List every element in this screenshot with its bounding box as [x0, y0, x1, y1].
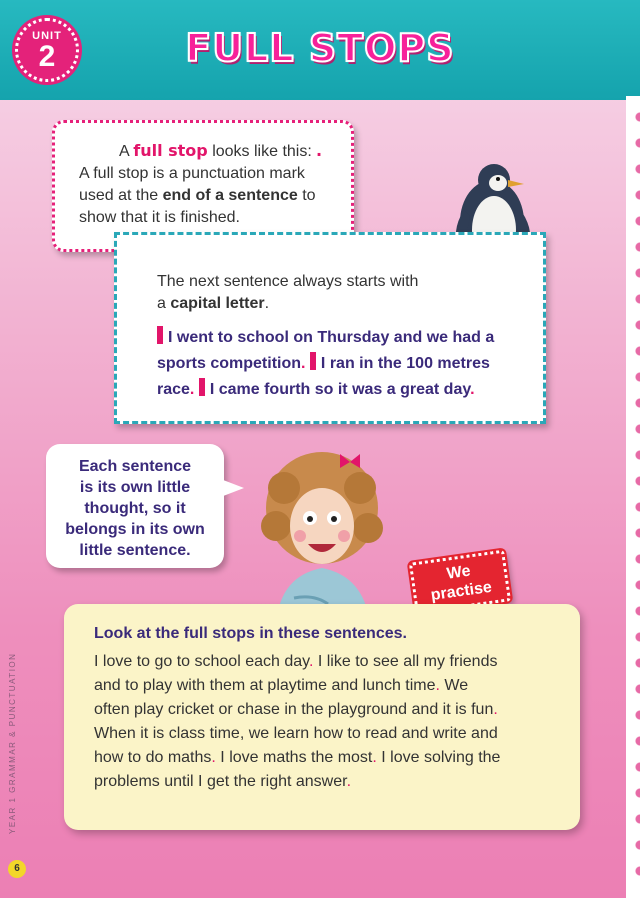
full-stop-mark: .	[470, 381, 475, 398]
practice-line-3	[94, 698, 560, 722]
capital-marker-icon	[199, 378, 205, 396]
practice-box	[64, 604, 580, 830]
full-stop-mark: .	[493, 701, 498, 718]
capital-i-1: I	[168, 329, 173, 346]
capital-marker-icon	[157, 326, 163, 344]
full-stop-symbol: .	[316, 139, 322, 161]
capital-intro-d: .	[264, 295, 270, 312]
example-sentence-3: came fourth so it was a great day	[214, 381, 471, 398]
full-stop-mark: .	[211, 749, 216, 766]
badge-line-2: practise	[429, 578, 493, 605]
practice-title: Look at the full stops in these sentences.	[94, 625, 407, 642]
example-sentence-1: went to school on Thursday and we had a	[172, 329, 495, 346]
girl-illustration	[254, 448, 390, 624]
practice-text: how to do maths	[94, 749, 212, 766]
example-line-2	[157, 351, 523, 377]
capital-marker-icon	[310, 352, 316, 370]
example-line-1	[157, 325, 523, 351]
bubble-line-5: little sentence.	[79, 542, 191, 559]
example-sentence-2: ran in the 100 metres	[325, 355, 490, 372]
badge-line-1: We	[445, 562, 472, 583]
speech-bubble	[46, 444, 224, 568]
unit-label: UNIT	[32, 29, 62, 42]
definition-line-2: A full stop is a punctuation mark	[79, 165, 305, 182]
full-stop-mark: .	[435, 677, 440, 694]
definition-line-3c: to	[297, 187, 316, 204]
full-stop-mark: .	[189, 381, 195, 398]
capital-intro-b: a	[157, 295, 171, 312]
example-sentences	[157, 325, 523, 403]
page-number: 6	[8, 860, 26, 878]
unit-number: 2	[38, 39, 56, 73]
page-title: FULL STOPS	[185, 26, 455, 70]
spine-dots-decoration	[626, 110, 640, 890]
full-stop-mark: .	[346, 773, 352, 790]
capital-intro-line-1: The next sentence always starts with	[157, 273, 419, 290]
practice-line-1	[94, 650, 560, 674]
capital-i-2: I	[320, 355, 326, 372]
practice-text: I love to go to school each day	[94, 653, 309, 670]
full-stop-term: full stop	[133, 141, 208, 160]
practice-text: We	[439, 677, 469, 694]
example-sentence-1-end: sports competition	[157, 355, 302, 372]
full-stop-mark: .	[301, 355, 306, 372]
example-sentence-2-end: race	[157, 381, 190, 398]
practice-line-6	[94, 770, 560, 794]
definition-line-3	[79, 185, 331, 207]
example-line-3	[157, 377, 523, 403]
full-stop-mark: .	[308, 653, 314, 670]
bubble-line-2: is its own little	[79, 479, 191, 496]
capital-intro	[157, 271, 523, 315]
speech-bubble-tail	[218, 478, 244, 498]
definition-line-1	[79, 139, 331, 163]
practice-line-4: When it is class time, we learn how to read and write and	[94, 725, 498, 742]
bubble-line-4: belongs in its own	[65, 521, 205, 538]
practice-line-5	[94, 746, 560, 770]
practice-text: I like to see all my friends	[313, 653, 498, 670]
capital-intro-line-2	[157, 293, 523, 315]
capital-letter-card	[114, 232, 546, 424]
definition-line-4: show that it is finished.	[79, 209, 240, 226]
capital-letter-term: capital letter	[170, 295, 265, 312]
definition-after-term: looks like this:	[207, 143, 317, 160]
end-of-sentence-term: end of a sentence	[162, 187, 298, 204]
practice-text: and to play with them at playtime and lunch time	[94, 677, 436, 694]
capital-i-3: I	[209, 381, 215, 398]
practice-text: problems until I get the right answer	[94, 773, 347, 790]
definition-line-3a: used at the	[79, 187, 163, 204]
book-side-title: YEAR 1 GRAMMAR & PUNCTUATION	[8, 652, 17, 834]
full-stop-mark: .	[372, 749, 377, 766]
bubble-line-1: Each sentence	[78, 458, 192, 475]
practice-text: I love solving the	[376, 749, 501, 766]
definition-lead: A	[119, 143, 134, 160]
practice-line-2	[94, 674, 560, 698]
bubble-line-3: thought, so it	[84, 500, 186, 517]
practice-text: I love maths the most	[215, 749, 373, 766]
practice-text: often play cricket or chase in the playground and it is fun	[94, 701, 494, 718]
